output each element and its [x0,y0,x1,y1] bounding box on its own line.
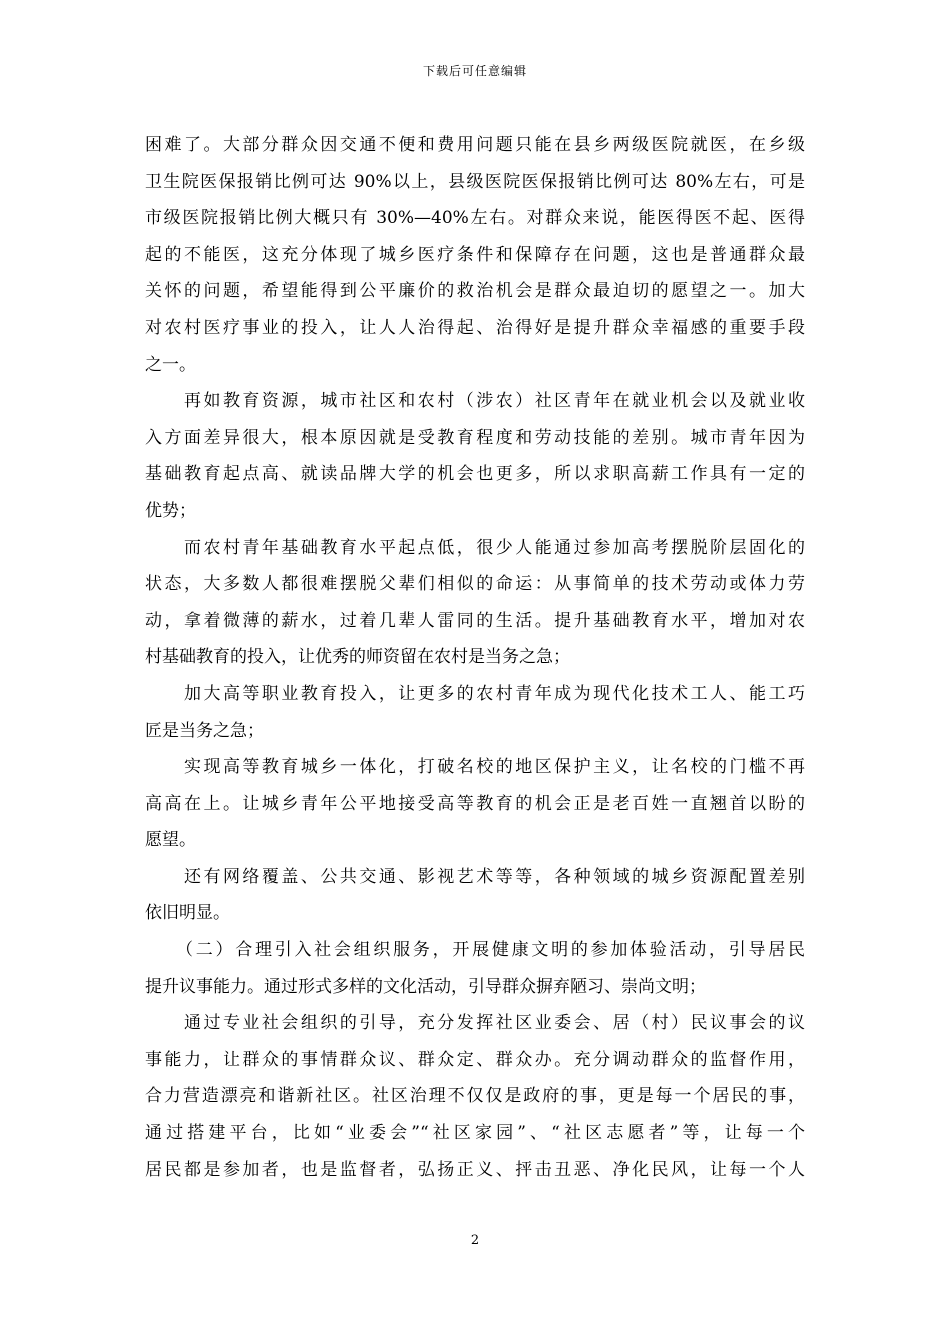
text-line: 通过搭建平台，比如“业委会”“社区家园”、“社区志愿者”等，让每一个 [145,1123,805,1144]
text-line: 高高在上。让城乡青年公平地接受高等教育的机会正是老百姓一直翘首以盼的 [145,793,805,814]
text-line: 再如教育资源，城市社区和农村（涉农）社区青年在就业机会以及就业收 [145,391,805,412]
page-header: 下载后可任意编辑 [422,64,527,78]
text-line: 通过专业社会组织的引导，充分发挥社区业委会、居（村）民议事会的议 [145,1013,805,1034]
text-line: 而农村青年基础教育水平起点低，很少人能通过参加高考摆脱阶层固化的 [145,537,805,558]
text-line: 起的不能医，这充分体现了城乡医疗条件和保障存在问题，这也是普通群众最 [145,244,805,265]
text-line: 关怀的问题，希望能得到公平廉价的救治机会是群众最迫切的愿望之一。加大 [145,281,805,302]
text-line: 居民都是参加者，也是监督者，弘扬正义、抨击丑恶、净化民风，让每一个人 [145,1159,805,1180]
text-line: 市级医院报销比例大概只有 30%—40%左右。对群众来说，能医得医不起、医得 [145,208,805,229]
text-line: 提升议事能力。通过形式多样的文化活动，引导群众摒弃陋习、崇尚文明； [145,976,706,997]
text-line: 还有网络覆盖、公共交通、影视艺术等等，各种领域的城乡资源配置差别 [145,866,805,887]
text-line: 对农村医疗事业的投入，让人人治得起、治得好是提升群众幸福感的重要手段 [145,317,805,338]
text-line: 加大高等职业教育投入，让更多的农村青年成为现代化技术工人、能工巧 [145,683,805,704]
text-line: 愿望。 [145,830,196,851]
text-line: 困难了。大部分群众因交通不便和费用问题只能在县乡两级医院就医，在乡级 [145,135,805,155]
text-line: 合力营造漂亮和谐新社区。社区治理不仅仅是政府的事，更是每一个居民的事， [145,1086,805,1107]
page-number: 2 [470,1233,480,1248]
text-line: 基础教育起点高、就读品牌大学的机会也更多，所以求职高薪工作具有一定的 [145,464,805,485]
text-line: 实现高等教育城乡一体化，打破名校的地区保护主义，让名校的门槛不再 [145,757,805,778]
text-line: 依旧明显。 [145,903,230,924]
text-line: （二）合理引入社会组织服务，开展健康文明的参加体验活动，引导居民 [145,940,805,961]
text-line: 卫生院医保报销比例可达 90%以上，县级医院医保报销比例可达 80%左右，可是 [145,171,805,192]
document-body [145,127,805,1188]
text-line: 村基础教育的投入，让优秀的师资留在农村是当务之急； [145,647,570,668]
text-line: 入方面差异很大，根本原因就是受教育程度和劳动技能的差别。城市青年因为 [145,427,805,448]
text-line: 匠是当务之急； [145,720,264,741]
text-line: 优势； [145,500,196,521]
text-line: 事能力，让群众的事情群众议、群众定、群众办。充分调动群众的监督作用， [145,1049,805,1070]
text-line: 之一。 [145,354,196,375]
text-line: 状态，大多数人都很难摆脱父辈们相似的命运：从事简单的技术劳动或体力劳 [145,574,805,595]
text-line: 动，拿着微薄的薪水，过着几辈人雷同的生活。提升基础教育水平，增加对农 [145,610,805,631]
